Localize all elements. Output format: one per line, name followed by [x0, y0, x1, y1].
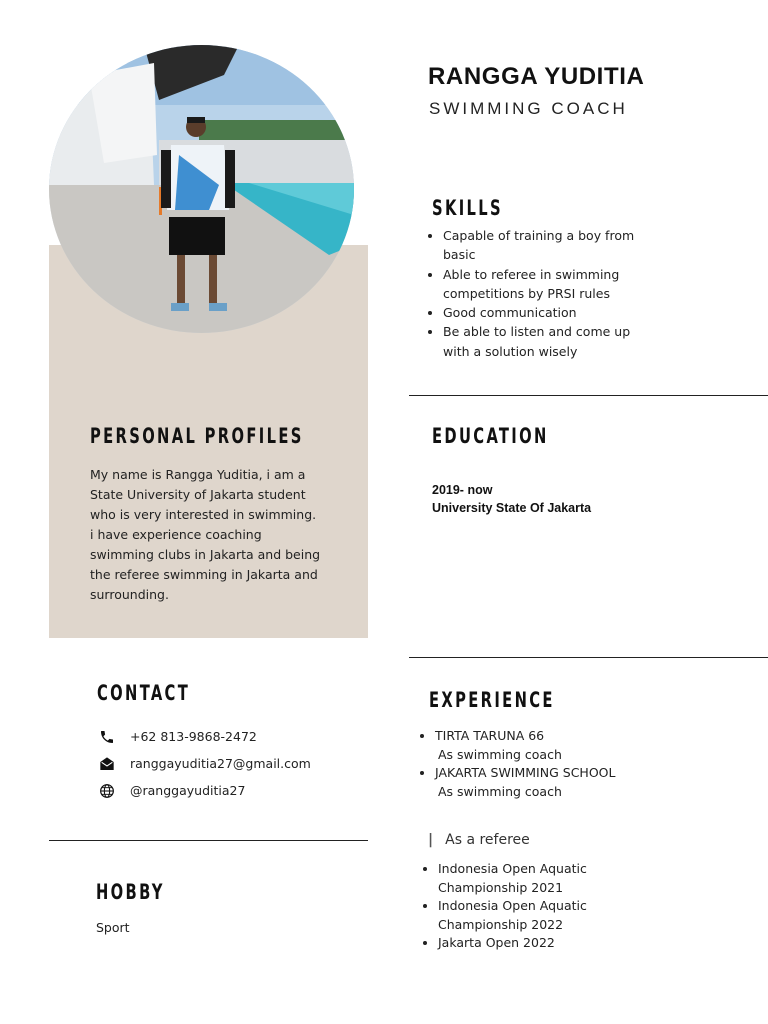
- experience-section: [421, 727, 661, 801]
- divider-contact-hobby: [49, 840, 368, 841]
- contact-phone-row[interactable]: [98, 723, 311, 750]
- skill-item: • Good communication: [443, 303, 644, 322]
- contact-email: ranggayuditia27@gmail.com: [130, 756, 311, 771]
- referee-subheading: [428, 832, 530, 848]
- contact-heading: CONTACT: [97, 681, 191, 705]
- experience-list: [421, 727, 661, 801]
- education-school: University State Of Jakarta: [432, 501, 592, 515]
- referee-marker: |: [428, 832, 434, 848]
- personal-profile-text: My name is Rangga Yuditia, i am a State University of Jakarta student who is very interested in swimming. i have experience coaching swimming clubs in Jakarta and being the referee swimming in Jakarta and surrounding.: [90, 467, 321, 602]
- experience-item: [435, 764, 661, 801]
- education-entry: [432, 481, 591, 517]
- experience-role: As swimming coach: [438, 746, 562, 762]
- skill-item: • Able to referee in swimming competitions by PRSI rules: [443, 265, 644, 304]
- skills-section: [429, 226, 644, 361]
- referee-item: • Indonesia Open Aquatic Championship 2021: [438, 860, 639, 897]
- candidate-title: SWIMMING COACH: [429, 99, 628, 118]
- skill-item: • Be able to listen and come up with a solution wisely: [443, 322, 644, 361]
- referee-item: • Jakarta Open 2022: [438, 934, 639, 953]
- education-period: 2019- now: [432, 483, 493, 497]
- divider-skills-education: [409, 395, 768, 396]
- experience-role: As swimming coach: [438, 783, 562, 799]
- referee-label: As a referee: [445, 832, 530, 848]
- mail-icon: [98, 755, 116, 773]
- referee-item: • Indonesia Open Aquatic Championship 2022: [438, 897, 639, 934]
- candidate-name: RANGGA YUDITIA: [428, 63, 645, 90]
- education-heading: EDUCATION: [432, 424, 549, 448]
- contact-email-row[interactable]: [98, 750, 311, 777]
- experience-heading: EXPERIENCE: [429, 688, 555, 712]
- hobby-text: Sport: [96, 920, 130, 935]
- experience-org: • TIRTA TARUNA 66: [435, 728, 545, 743]
- referee-list: [424, 860, 639, 953]
- experience-org: • JAKARTA SWIMMING SCHOOL: [435, 765, 616, 780]
- skills-heading: SKILLS: [432, 196, 503, 220]
- skill-item: • Capable of training a boy from basic: [443, 226, 644, 265]
- personal-profiles-heading: PERSONAL PROFILES: [90, 424, 304, 448]
- contact-social: @ranggayuditia27: [130, 783, 246, 798]
- skills-list: [429, 226, 644, 361]
- referee-section: [424, 860, 639, 953]
- profile-photo: [49, 45, 354, 333]
- contact-list: [98, 723, 311, 804]
- contact-social-row[interactable]: [98, 777, 311, 804]
- divider-education-experience: [409, 657, 768, 658]
- hobby-heading: HOBBY: [96, 880, 165, 904]
- globe-icon: [98, 782, 116, 800]
- experience-item: [435, 727, 661, 764]
- profile-photo-illustration: [49, 45, 354, 333]
- contact-phone: +62 813-9868-2472: [130, 729, 257, 744]
- phone-icon: [98, 728, 116, 746]
